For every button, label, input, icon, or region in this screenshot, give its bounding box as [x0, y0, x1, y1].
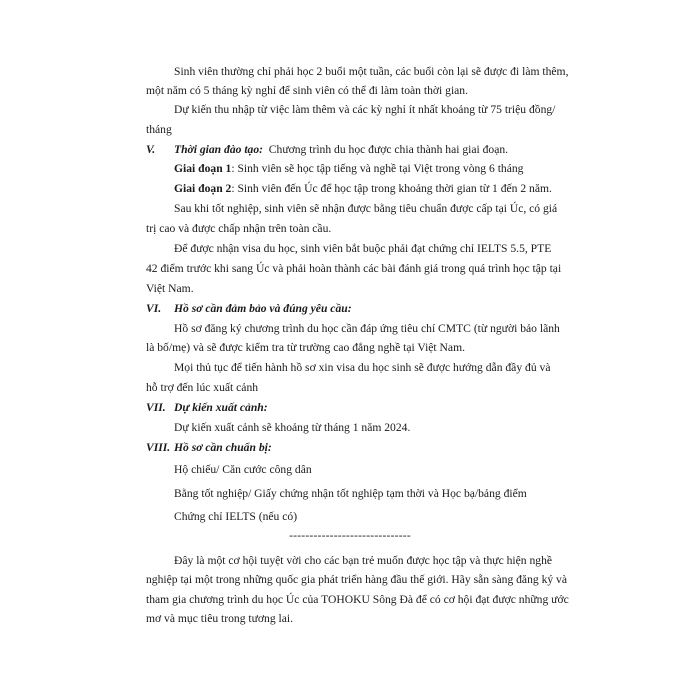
- section-vi-title: Hồ sơ cần đảm bảo và đúng yêu cầu:: [174, 302, 352, 315]
- visa-line2: 42 điểm trước khi sang Úc và phải hoàn thành các bài đánh giá trong quá trình học tập tại: [146, 262, 562, 275]
- section-viii-number: VIII.: [146, 441, 171, 454]
- para-work-line1: Sinh viên thường chỉ phải học 2 buổi một tuần, các buổi còn lại sẽ được đi làm thêm,: [174, 65, 569, 78]
- para-work-line2: một năm có 5 tháng kỳ nghỉ để sinh viên có thể đi làm toàn thời gian.: [146, 84, 469, 97]
- document-item-2: Bằng tốt nghiệp/ Giấy chứng nhận tốt nghiệp tạm thời và Học bạ/bảng điểm: [174, 487, 527, 500]
- procedure-line2: hỗ trợ đến lúc xuất cảnh: [146, 381, 259, 394]
- phase-2-text: : Sinh viên đến Úc để học tập trong khoảng thời gian từ 1 đến 2 năm.: [231, 182, 552, 195]
- phase-1-text: : Sinh viên sẽ học tập tiếng và nghề tại Việt trong vòng 6 tháng: [231, 162, 524, 175]
- phase-2-line: [174, 182, 552, 196]
- section-v-intro: Chương trình du học được chia thành hai giai đoạn.: [268, 143, 509, 156]
- closing-line1: Đây là một cơ hội tuyệt vời cho các bạn trẻ muốn được học tập và thực hiện nghề: [174, 554, 553, 567]
- section-viii-title: Hồ sơ cần chuẩn bị:: [174, 441, 272, 454]
- section-divider: ------------------------------: [289, 529, 411, 542]
- section-vii-number: VII.: [146, 401, 166, 414]
- section-v-number: V.: [146, 143, 156, 156]
- section-vi-number: VI.: [146, 302, 162, 315]
- para-income-line1: Dự kiến thu nhập từ việc làm thêm và các kỳ nghỉ ít nhất khoảng từ 75 triệu đồng/: [174, 103, 556, 116]
- phase-1-label: Giai đoạn 1: [174, 162, 232, 175]
- para-income-line2: tháng: [146, 123, 172, 136]
- visa-line3: Việt Nam.: [146, 282, 194, 295]
- graduation-line2: trị cao và được chấp nhận trên toàn cầu.: [146, 222, 332, 235]
- departure-text: Dự kiến xuất cảnh sẽ khoảng từ tháng 1 năm 2024.: [174, 421, 411, 434]
- closing-line4: mơ và mục tiêu trong tương lai.: [146, 612, 294, 625]
- dossier-line1: Hồ sơ đăng ký chương trình du học cần đáp ứng tiêu chí CMTC (từ người bảo lãnh: [174, 322, 560, 335]
- graduation-line1: Sau khi tốt nghiệp, sinh viên sẽ nhận được bằng tiêu chuẩn được cấp tại Úc, có giá: [174, 202, 558, 215]
- phase-1-line: [174, 162, 523, 176]
- dossier-line2: là bố/mẹ) và sẽ được kiểm tra từ trường cao đẳng nghề tại Việt Nam.: [146, 341, 465, 354]
- visa-line1: Để được nhận visa du học, sinh viên bắt buộc phải đạt chứng chỉ IELTS 5.5, PTE: [174, 242, 552, 255]
- section-v-heading: [174, 143, 508, 157]
- section-vii-title: Dự kiến xuất cảnh:: [174, 401, 268, 414]
- closing-line2: nghiệp tại một trong những quốc gia phát triển hàng đầu thế giới. Hãy sẵn sàng đăng ký và: [146, 573, 568, 586]
- document-item-1: Hộ chiếu/ Căn cước công dân: [174, 463, 312, 476]
- phase-2-label: Giai đoạn 2: [174, 182, 232, 195]
- document-item-3: Chứng chỉ IELTS (nếu có): [174, 510, 298, 523]
- procedure-line1: Mọi thủ tục để tiến hành hồ sơ xin visa du học sinh sẽ được hướng dẫn đầy đủ và: [174, 361, 551, 374]
- section-v-title: Thời gian đào tạo:: [174, 143, 263, 156]
- closing-line3: tham gia chương trình du học Úc của TOHOKU Sông Đà để có cơ hội đạt được những ước: [146, 593, 569, 606]
